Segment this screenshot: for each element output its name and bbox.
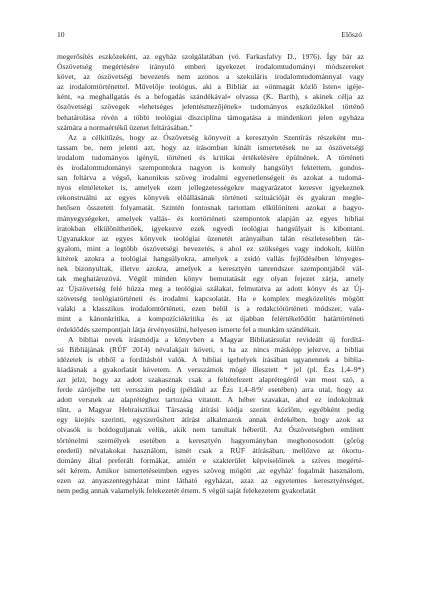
text-line: Ugyanakkor az egyes könyvek teológiai üzenetét arányaiban talán részletesebben tár- <box>57 233 364 243</box>
text-line: adott versnek az alaprétéghez tartozása vitatott. A héber szavakat, ahol ez indokoltnak <box>57 395 364 405</box>
text-line: ferde zárójelbe tett versszám pedig (például az Ézs 1,4–8/9/ esetében) arra utal, hogy az <box>57 385 364 395</box>
text-line: nem pedig annak valamelyik felekezetét értem. S végül saját felekezetem gyakorlatát <box>57 486 316 496</box>
paragraph-3 <box>57 335 364 497</box>
text-line: idézetek is ebből a fordításból valók. A bibliai igehelyek írásában ugyanennek a biblia- <box>57 354 364 364</box>
paragraph-1 <box>57 52 364 133</box>
text-line: tassam be, nem jelenti azt, hogy az írásomban kínált ismertetések ne az ószövetségi <box>57 142 364 152</box>
text-line: mint a kánonkritika, a kompozíciókritika és az újabban felértékelődött határtörténeti <box>57 314 364 324</box>
text-line: követ, az ószövetségi bevezetés nem azonos a szekuláris irodalomtudománnyal vagy <box>57 72 364 82</box>
text-line: gyalom, mint a legtöbb ószövetségi bevezetés, s ahol ez szükséges vagy indokolt, külön <box>57 243 364 253</box>
text-line: san feltárva a végső, kanonikus szöveg irodalmi egyenetlenségeit és azokat a tudomá- <box>57 173 364 183</box>
text-line: történelmi személyek esetében a keresztyén hagyományban meghonosodott (görög <box>57 435 364 445</box>
text-line: ószövetségi szövegek »lehetséges jelentésmezőjének« tudományos eszközökkel történő <box>57 102 364 112</box>
page-number: 10 <box>57 30 65 39</box>
text-line: az Újszövetség felé húzza meg a teológiai szálakat, felmutatva az adott könyv és az Új- <box>57 284 364 294</box>
text-line: szövetség teológiatörténeti és irodalmi kapcsolatát. Ha e komplex megközelítés mögött <box>57 294 364 304</box>
text-line: nyos elméleteket is, amelyek ezen jellegzetességekre magyarázatot keresve igyekeznek <box>57 183 364 193</box>
text-line: számára a normaértékű üzenet feltárásában." <box>57 122 193 132</box>
text-line: megerősítés eszközeként, az egyház szolgálatában (vö. Farkasfalvy D., 1976). Így bár az <box>57 52 364 61</box>
text-line: sét kérem. Amikor ismertetéseimben egyes szöveg mögött ‚az egyház' fogalmát használom, <box>57 465 364 475</box>
text-line: ként, »a meghallgatás és a befogadás szándékával« olvassa (K. Barth), s akinek célja az <box>57 92 364 102</box>
text-line: Ószövetség megértésére irányuló emberi igyekezet irodalomtudományi módszereket <box>57 62 364 72</box>
body-text <box>57 52 364 496</box>
text-line: iratokban elkülöníthetőek, igyekezve ezek egyedi teológiai hangsúlyait is kibontani. <box>57 223 364 233</box>
text-line: mányegységeket, amelyek vallás- és kortörténeti szempontok alapján az egyes bibliai <box>57 213 364 223</box>
text-line: kiadásnak a gyakorlatát követem. A versszámok mögé illesztett * jel (pl. Ézs 1,4–9*) <box>57 364 364 374</box>
text-line: olvasók is boldoguljanak velük, akik nem tanultak héberül. Az Ószövetségben említett <box>57 425 364 435</box>
text-line: az irodalomtörténettel. Művelője teológus, aki a Bibliát az »önmagát közlő Isten« igéje- <box>57 82 364 92</box>
text-line: behatárolása révén a többi teológiai diszciplína támogatása a mindenkori jelen egyháza <box>57 112 364 122</box>
running-head: Előszó <box>341 30 362 39</box>
text-line: érdeklődés szempontjait látja érvényesülni, helyesen ismerte fel a munkám szándékait. <box>57 324 321 334</box>
paragraph-2 <box>57 133 364 335</box>
text-line: eredetű) névalakokat használom, ismét csak a RÚF átírásában, mellőzve az ókortu- <box>57 445 364 455</box>
text-line: sú Bibliájának (RÚF 2014) névalakjait követi, s ha az nincs másképp jelezve, a bibliai <box>57 344 364 354</box>
text-line: domány által preferált formákat, amiért e szakterület képviselőinek a szíves megérté- <box>57 455 364 465</box>
text-line: tak meghatározóvá. Végül minden könyv bemutatását egy olyan fejezet zárja, amely <box>57 274 364 284</box>
text-line: egy kiejtés szerinti, egyszerűsített átírást alkalmazok annak érdekében, hogy azok az <box>57 415 364 425</box>
text-line: azt jelzi, hogy az adott szakasznak csak a feltételezett alaprétegéről van most szó, a <box>57 375 364 384</box>
text-line: ezen az anyaszentegyházat mint látható egyházat, azaz az egyetemes keresztyénséget, <box>57 475 364 485</box>
text-line: rekonstruálni az egyes könyvek előállásának történeti szituációját és gyakran megle- <box>57 193 364 203</box>
text-line: Az a célkitűzés, hogy az Ószövetség könyveit a keresztyén Szentírás részeként mu- <box>68 132 364 142</box>
text-line: valaki a klasszikus irodalomtörténeti, ezen belül is a redakciótörténeti módszer, vala- <box>57 304 364 314</box>
text-line: és irodalomtudományi szempontokra nagyon is komoly hangsúlyt fektettem, gondos- <box>57 163 364 173</box>
text-line: kitérek azokra a teológiai hangsúlyokra, amelyek a zsidó vallás fejlődésében lényeges- <box>57 253 364 263</box>
text-line: A bibliai nevek írásmódja a könyvben a Magyar Bibliatársulat revideált új fordítá- <box>68 334 364 344</box>
text-line: nek bizonyultak, illetve azokra, amelyek a keresztyén tanrendszer szempontjából vál- <box>57 263 364 273</box>
text-line: hetősen összetett folyamatát. Szintén fontosnak tartottam elkülöníteni azokat a hagyo- <box>57 203 364 213</box>
text-line: irodalom tudományos igényű, történeti és kritikai értékelésére épülnének. A történeti <box>57 152 364 162</box>
text-line: tűnt, a Magyar Hebraisztikai Társaság átírási kódja szerint közlöm, egyébként pedig <box>57 405 364 415</box>
